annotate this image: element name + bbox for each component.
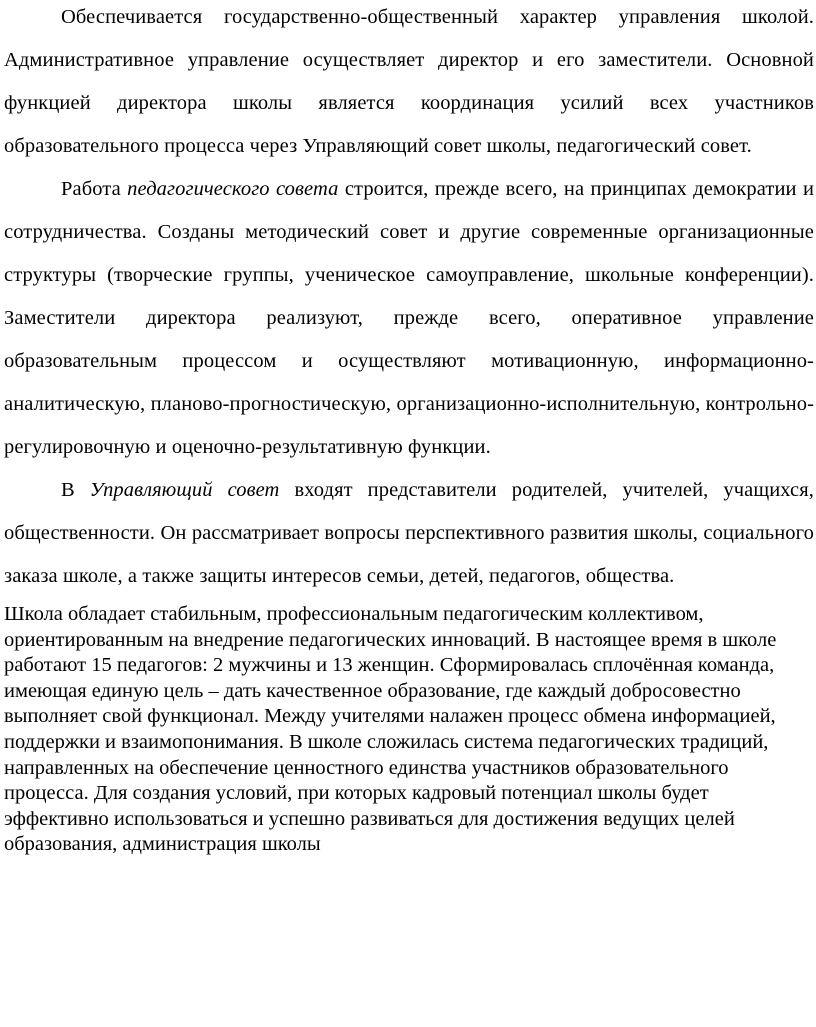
paragraph-pedagogical-council-emphasis: педагогического совета (127, 178, 339, 200)
paragraph-staff-text: Школа обладает стабильным, профессиональным педагогическим коллективом, ориентированным на внедрение педагогических инноваций. В настоящее время в школе работают 15 педагогов: 2 мужчины и 13 женщин. Сформировалась сплочённая команда, имеющая единую цель – дать качественное образование, где каждый добросовестно выполняет свой функционал. Между учителями налажен процесс обмена информацией, поддержки и взаимопонимания. В школе сложилась система педагогических традиций, направленных на обеспечение ценностного единства участников образовательного процесса. Для создания условий, при которых кадровый потенциал школы будет эффективно использоваться и успешно развиваться для достижения ведущих целей образования, администрация школы (4, 603, 777, 856)
paragraph-governance (4, 0, 814, 168)
paragraph-governing-council-body: входят представители родителей, учителей, учащихся, общественности. Он рассматривает вопросы перспективного развития школы, социального заказа школе, а также защиты интересов семьи, детей, педагогов, общества. (4, 479, 814, 587)
paragraph-governing-council-emphasis: Управляющий совет (89, 479, 280, 501)
paragraph-governing-council-lead: В (61, 479, 90, 501)
paragraph-governing-council (4, 469, 814, 598)
paragraph-governance-text: Обеспечивается государственно-общественный характер управления школой. Административное управление осуществляет директор и его заместители. Основной функцией директора школы является координация усилий всех участников образовательного процесса через Управляющий совет школы, педагогический совет. (4, 6, 814, 157)
paragraph-pedagogical-council-body: строится, прежде всего, на принципах демократии и сотрудничества. Созданы методический совет и другие современные организационные структуры (творческие группы, ученическое самоуправление, школьные конференции). Заместители директора реализуют, прежде всего, оперативное управление образовательным процессом и осуществляют мотивационную, информационно-аналитическую, планово-прогностическую, организационно-исполнительную, контрольно-регулировочную и оценочно-результативную функции. (4, 178, 815, 458)
paragraph-pedagogical-council (4, 168, 814, 469)
paragraph-staff (4, 602, 814, 858)
paragraph-pedagogical-council-lead: Работа (61, 178, 128, 200)
